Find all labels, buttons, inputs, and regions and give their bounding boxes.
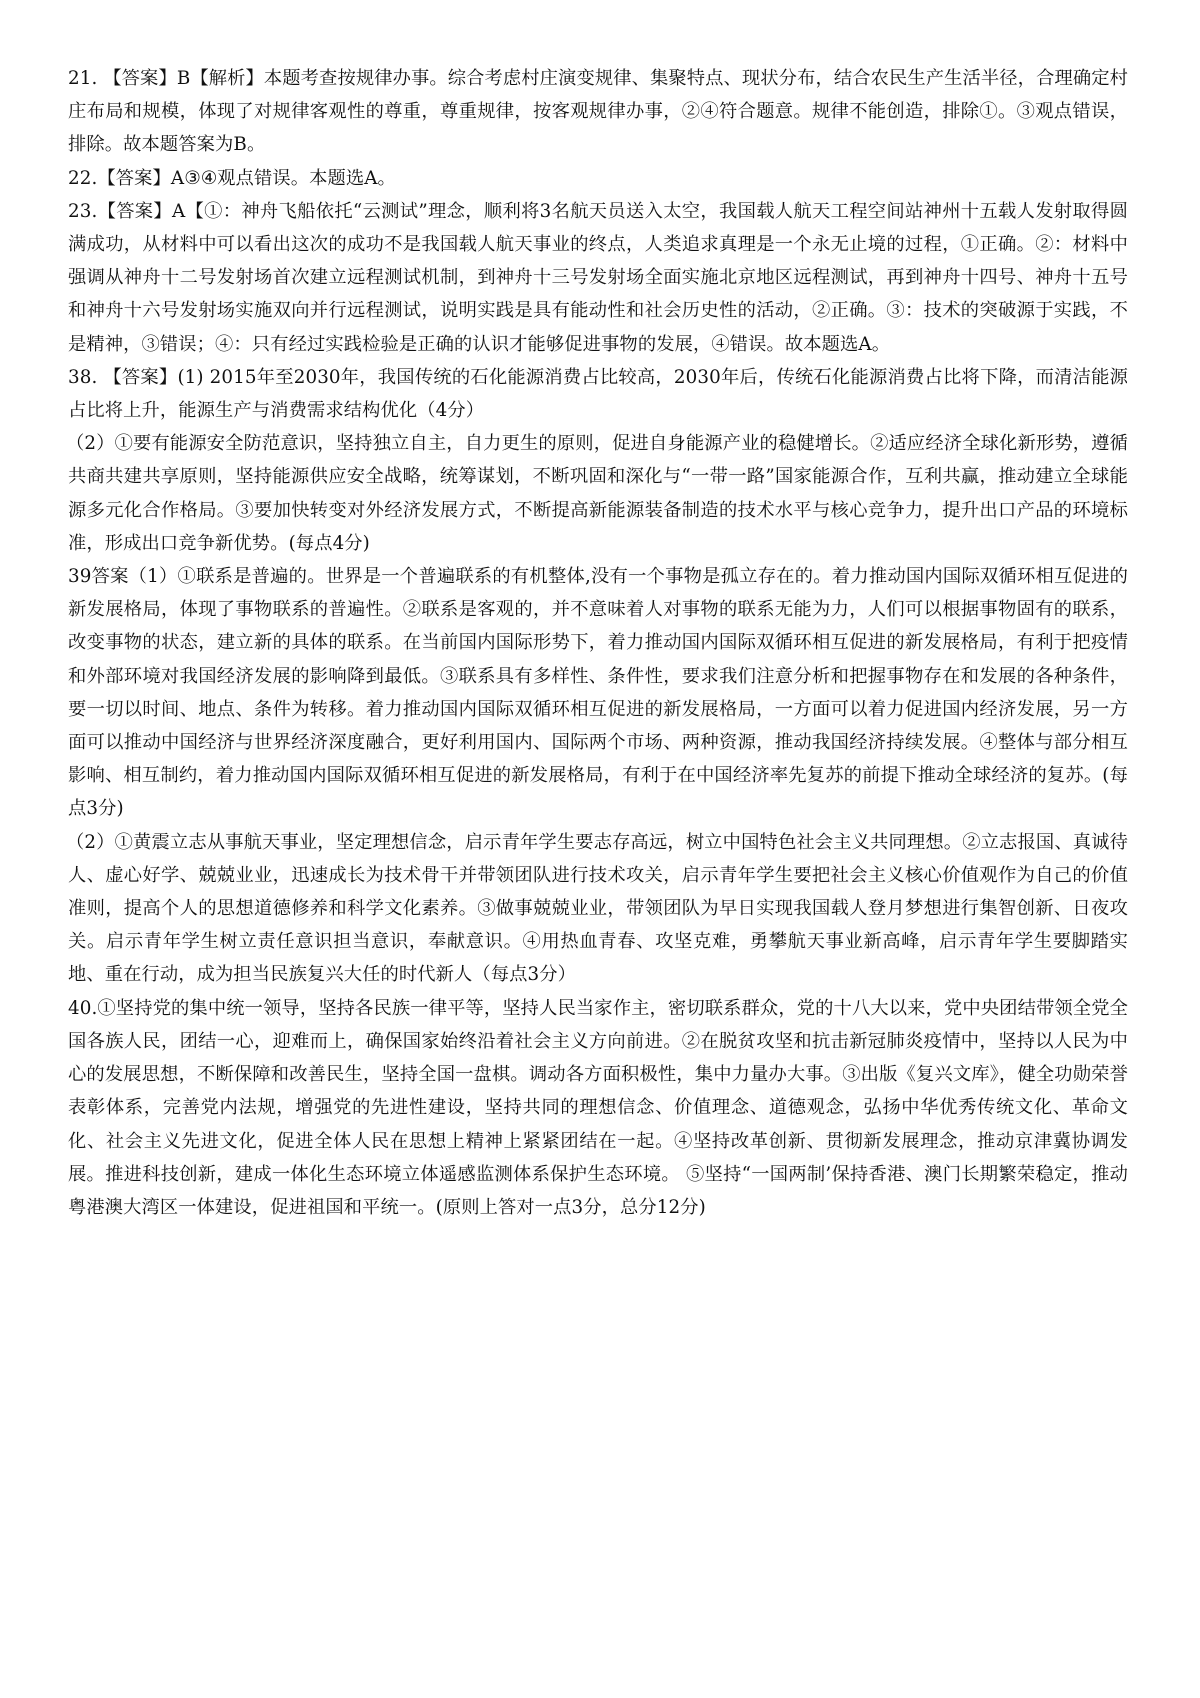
answer-q38-part1: 38. 【答案】(1) 2015年至2030年，我国传统的石化能源消费占比较高，2030年后，传统石化能源消费占比将下降，而清洁能源占比将上升，能源生产与消费需求结构优化（4分）	[68, 366, 1128, 422]
answer-q23: 23.【答案】A【①：神舟飞船依托“云测试”理念，顺利将3名航天员送入太空，我国载人航天工程空间站神州十五载人发射取得圆满成功，从材料中可以看出这次的成功不是我国载人航天事业的终点，人类追求真理是一个永无止境的过程，①正确。②：材料中强调从神舟十二号发射场首次建立远程测试机制，到神舟十三号发射场全面实施北京地区远程测试，再到神舟十四号、神舟十五号和神舟十六号发射场实施双向并行远程测试，说明实践是具有能动性和社会历史性的活动，②正确。③：技术的突破源于实践，不是精神，③错误；④：只有经过实践检验是正确的认识才能够促进事物的发展，④错误。故本题选A。	[68, 200, 1128, 355]
answer-document	[68, 62, 1128, 1224]
answer-q21: 21. 【答案】B【解析】本题考查按规律办事。综合考虑村庄演变规律、集聚特点、现状分布，结合农民生产生活半径，合理确定村庄布局和规模，体现了对规律客观性的尊重，尊重规律，按客观规律办事，②④符合题意。规律不能创造，排除①。③观点错误，排除。故本题答案为B。	[68, 68, 1128, 156]
answer-q38-part2: （2）①要有能源安全防范意识，坚持独立自主，自力更生的原则，促进自身能源产业的稳健增长。②适应经济全球化新形势，遵循共商共建共享原则，坚持能源供应安全战略，统筹谋划，不断巩固和深化与“一带一路”国家能源合作，互利共赢，推动建立全球能源多元化合作格局。③要加快转变对外经济发展方式，不断提高新能源装备制造的技术水平与核心竞争力，提升出口产品的环境标准，形成出口竞争新优势。(每点4分)	[66, 433, 1128, 554]
answer-q40: 40.①坚持党的集中统一领导，坚持各民族一律平等，坚持人民当家作主，密切联系群众，党的十八大以来，党中央团结带领全党全国各族人民，团结一心，迎难而上，确保国家始终沿着社会主义方向前进。②在脱贫攻坚和抗击新冠肺炎疫情中，坚持以人民为中心的发展思想，不断保障和改善民生，坚持全国一盘棋。调动各方面积极性，集中力量办大事。③出版《复兴文库》，健全功勋荣誉表彰体系，完善党内法规，增强党的先进性建设，坚持共同的理想信念、价值理念、道德观念，弘扬中华优秀传统文化、革命文化、社会主义先进文化，促进全体人民在思想上精神上紧紧团结在一起。④坚持改革创新、贯彻新发展理念，推动京津冀协调发展。推进科技创新，建成一体化生态环境立体遥感监测体系保护生态环境。 ⑤坚持“一国两制’保持香港、澳门长期繁荣稳定，推动粤港澳大湾区一体建设，促进祖国和平统一。(原则上答对一点3分，总分12分)	[68, 997, 1128, 1218]
answer-q22: 22.【答案】A③④观点错误。本题选A。	[68, 167, 396, 189]
answer-q39-part1: 39答案（1）①联系是普遍的。世界是一个普遍联系的有机整体,没有一个事物是孤立存在的。着力推动国内国际双循环相互促进的新发展格局，体现了事物联系的普遍性。②联系是客观的，并不意味着人对事物的联系无能为力，人们可以根据事物固有的联系，改变事物的状态，建立新的具体的联系。在当前国内国际形势下，着力推动国内国际双循环相互促进的新发展格局，有利于把疫情和外部环境对我国经济发展的影响降到最低。③联系具有多样性、条件性，要求我们注意分析和把握事物存在和发展的各种条件，要一切以时间、地点、条件为转移。着力推动国内国际双循环相互促进的新发展格局，一方面可以着力促进国内经济发展，另一方面可以推动中国经济与世界经济深度融合，更好利用国内、国际两个市场、两种资源，推动我国经济持续发展。④整体与部分相互影响、相互制约，着力推动国内国际双循环相互促进的新发展格局，有利于在中国经济率先复苏的前提下推动全球经济的复苏。(每点3分)	[68, 566, 1128, 820]
answer-q39-part2: （2）①黄震立志从事航天事业，坚定理想信念，启示青年学生要志存高远，树立中国特色社会主义共同理想。②立志报国、真诚待人、虚心好学、兢兢业业，迅速成长为技术骨干并带领团队进行技术攻关，启示青年学生要把社会主义核心价值观作为自己的价值准则，提高个人的思想道德修养和科学文化素养。③做事兢兢业业，带领团队为早日实现我国载人登月梦想进行集智创新、日夜攻关。启示青年学生树立责任意识担当意识，奉献意识。④用热血青春、攻坚克难，勇攀航天事业新高峰，启示青年学生要脚踏实地、重在行动，成为担当民族复兴大任的时代新人（每点3分）	[66, 831, 1128, 986]
